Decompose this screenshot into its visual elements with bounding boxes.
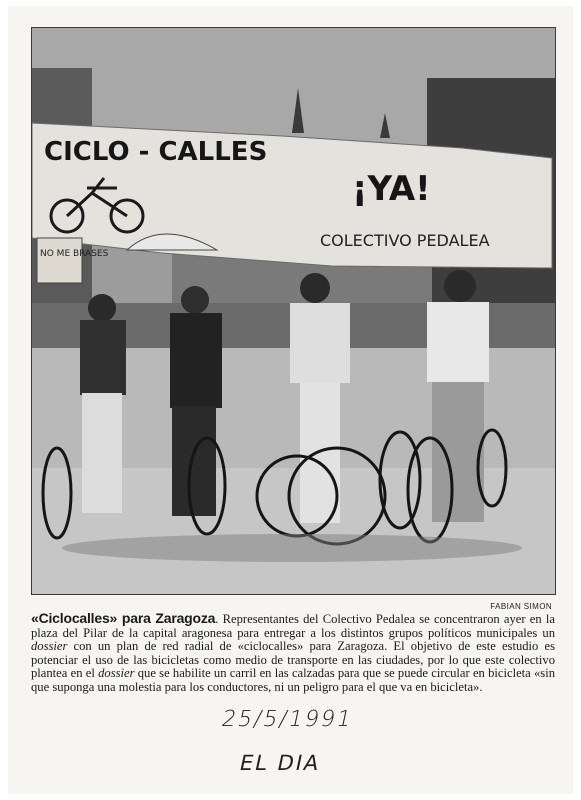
banner-group-text: COLECTIVO PEDALEA [320,231,490,250]
side-sign-text: NO ME BRASES [40,249,109,259]
protester-1 [80,294,126,513]
caption-text-part1: . Representantes del Colectivo Pedalea se concentraron ayer en la plaza del Pilar de la capital aragonesa para entregar a los distintos grupos políticos municipales un [31,612,555,640]
protester-2 [170,286,222,516]
banner-main-text: CICLO - CALLES [44,137,268,167]
handwritten-date: 25/5/1991 [219,707,356,732]
caption-italic-dossier-1: dossier [31,639,68,654]
caption-text-part2: con un plan de red radial de «ciclocalles» para Zaragoza. El objetivo de este estudio es potenciar el uso de las bicicletas como medio de transporte en las ciudades, por lo que este colectivo plantea en el [31,639,555,681]
caption-headline: «Ciclocalles» para Zaragoza [31,610,216,626]
news-photo [31,27,556,595]
caption-text-part3: que se habilite un carril en las calzadas para que se puede circular en bicicleta «sin que suponga una molestia para los conductores, ni un peligro para el que va en bicicleta». [31,666,555,694]
photo-credit: FABIAN SIMON [490,602,552,611]
banner-exclaim-text: ¡YA! [352,169,431,209]
caption-italic-dossier-2: dossier [98,666,135,681]
photo-illustration [32,28,556,595]
handwritten-newspaper-name: EL DIA [237,751,323,775]
caption-paragraph [31,612,555,695]
